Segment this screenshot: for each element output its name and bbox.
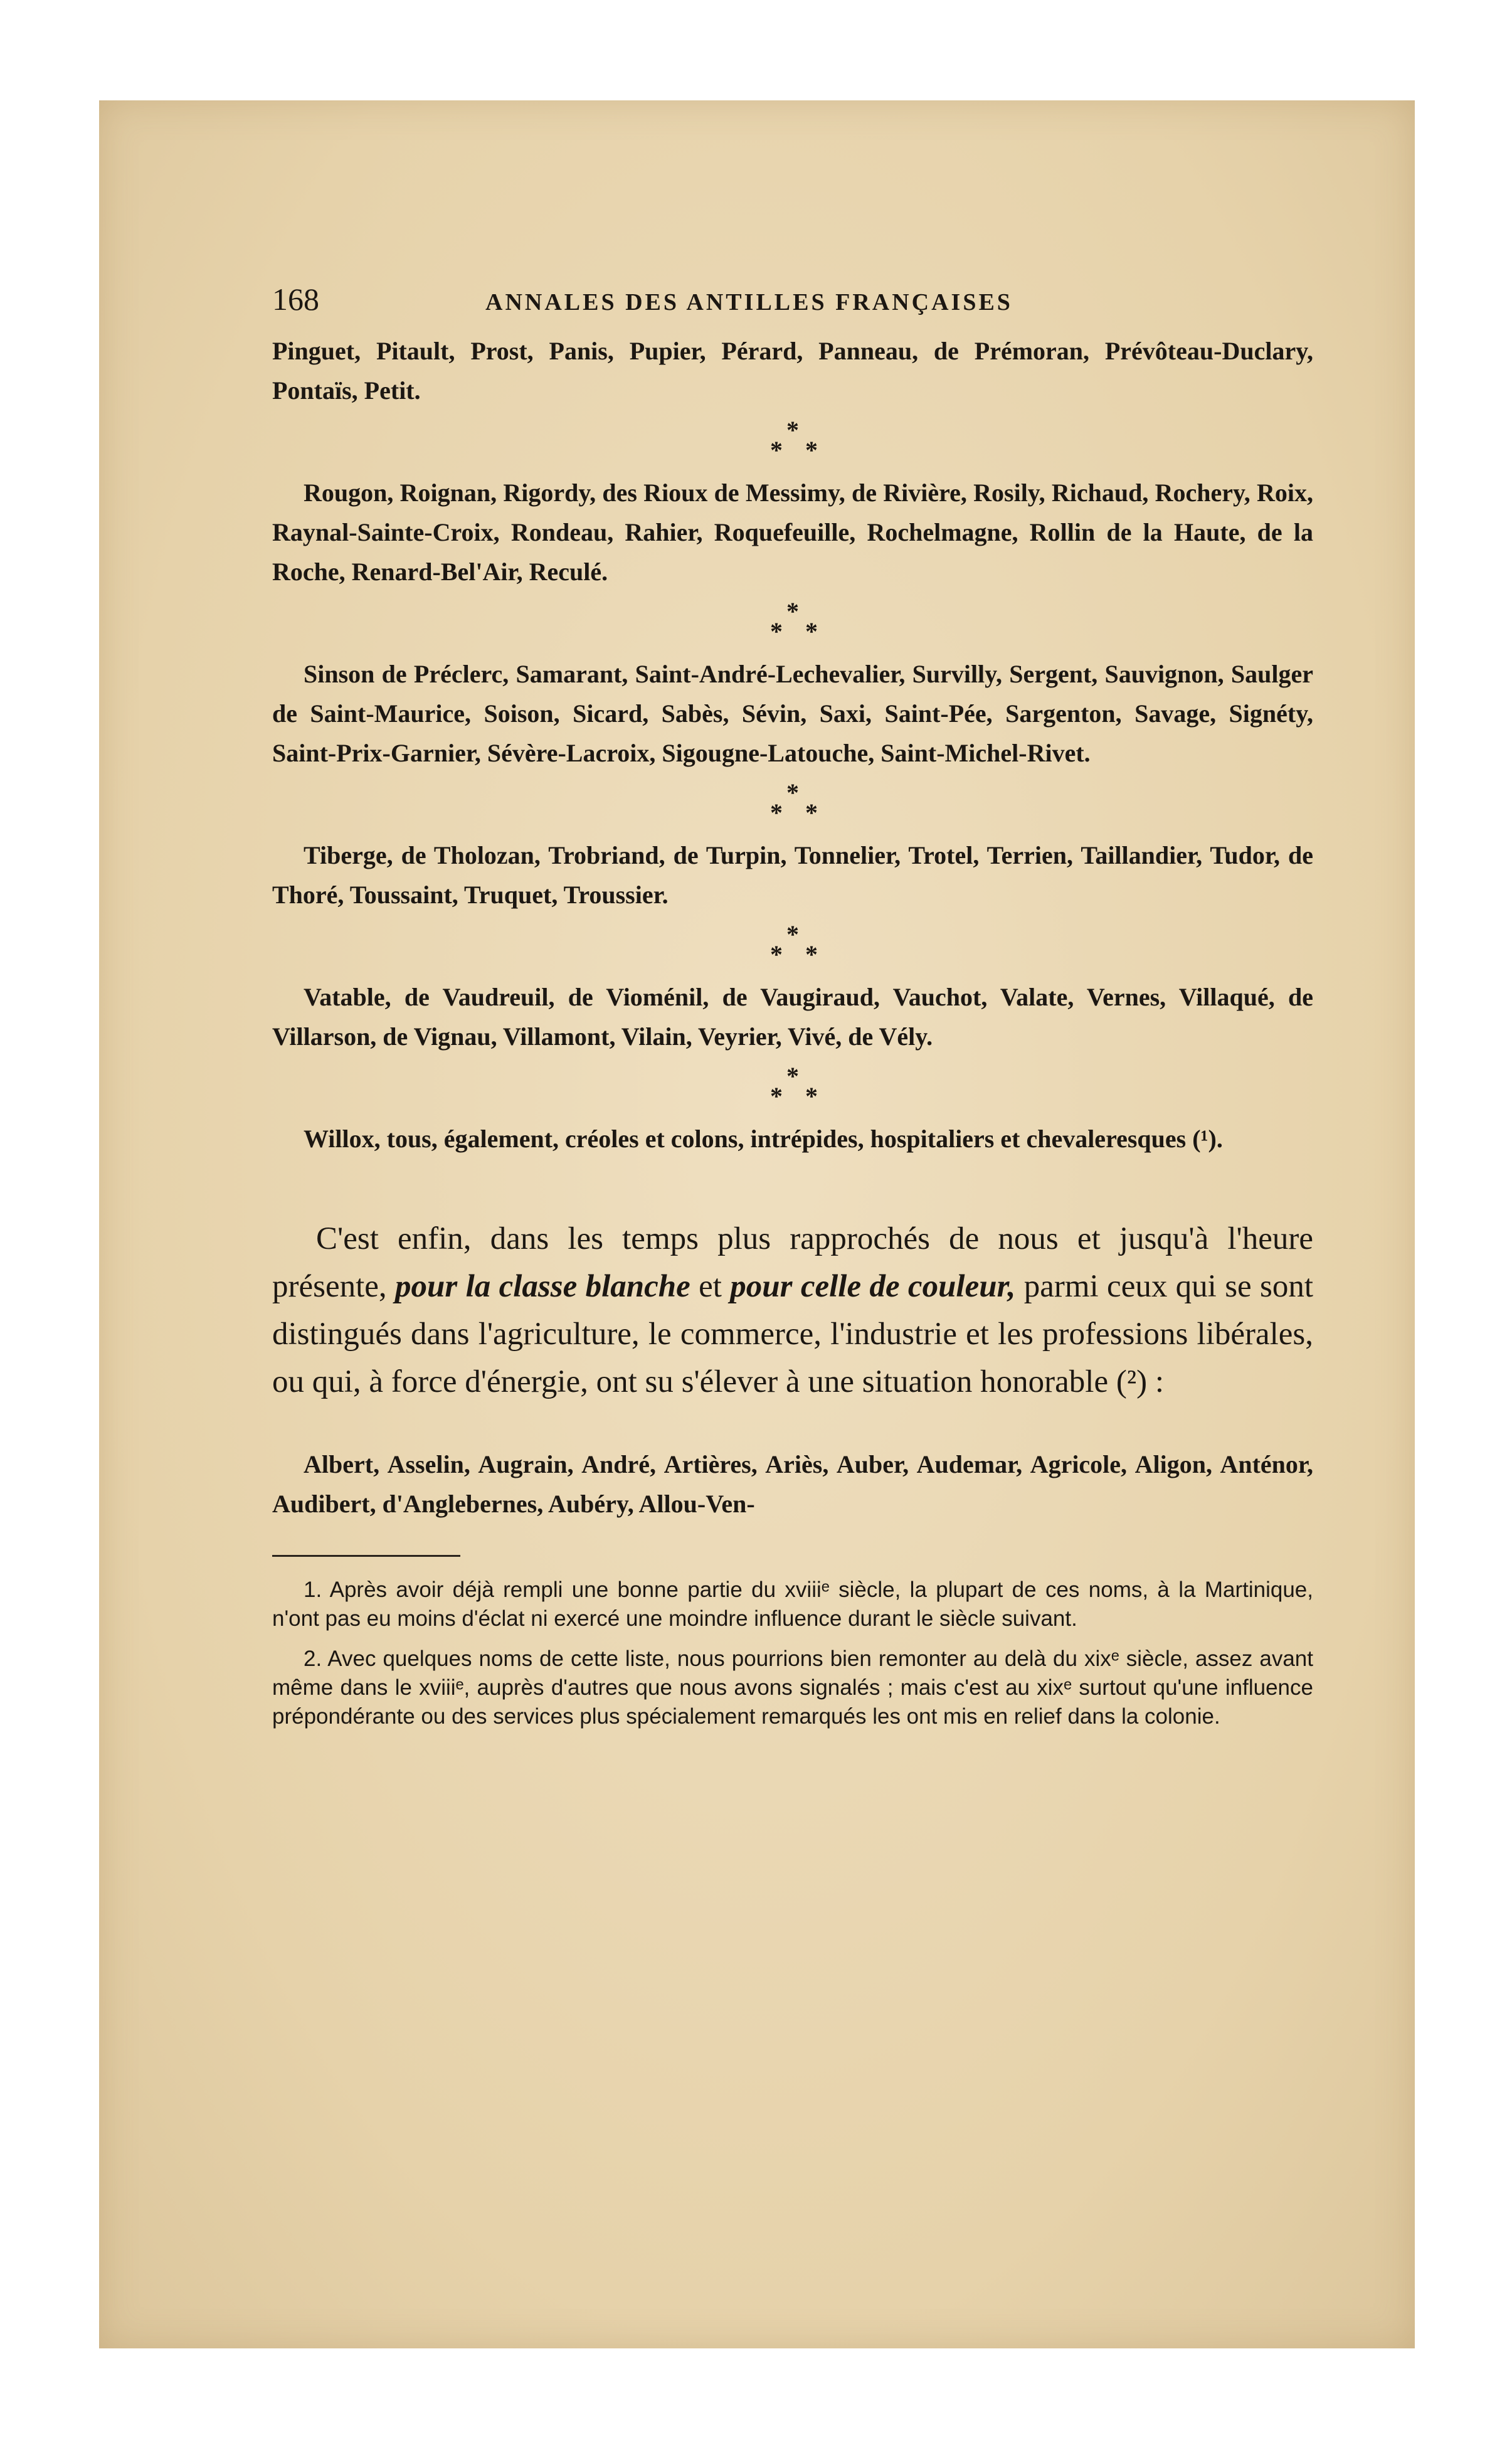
- name-list-v: Vatable, de Vaudreuil, de Vioménil, de Vaugiraud, Vauchot, Valate, Vernes, Villaqué, de Villarson, de Vignau, Villamont, Vilain, Veyrier, Vivé, de Vély.: [272, 983, 1313, 1051]
- asterism-separator: * * *: [770, 920, 818, 968]
- footnote-2: 2. Avec quelques noms de cette liste, nous pourrions bien remonter au delà du xixᵉ siècle, assez avant même dans le xviiiᵉ, auprès d'autres que nous avons signalés ; mais c'est au xixᵉ surtout qu'une influence prépondérante ou des services plus spécialement remarqués les ont mis en relief dans la colonie.: [272, 1647, 1313, 1729]
- asterism-separator: * * *: [770, 1062, 818, 1110]
- name-list-a: Albert, Asselin, Augrain, André, Artières, Ariès, Auber, Audemar, Agricole, Aligon, Anténor, Audibert, d'Anglebernes, Aubéry, Allou-Ven-: [272, 1450, 1313, 1518]
- page-content: [272, 281, 1313, 1742]
- emphasis-white-class: pour la classe blanche: [395, 1269, 690, 1304]
- page-number: 168: [272, 282, 319, 317]
- footnote-rule: [272, 1555, 460, 1557]
- name-list-t: Tiberge, de Tholozan, Trobriand, de Turpin, Tonnelier, Trotel, Terrien, Taillandier, Tudor, de Thoré, Toussaint, Truquet, Troussier.: [272, 841, 1313, 909]
- page-header: [272, 281, 1313, 331]
- name-list-r: Rougon, Roignan, Rigordy, des Rioux de Messimy, de Rivière, Rosily, Richaud, Rochery, Roix, Raynal-Sainte-Croix, Rondeau, Rahier, Roquefeuille, Rochelmagne, Rollin de la Haute, de la Roche, Renard-Bel'Air, Reculé.: [272, 479, 1313, 586]
- asterism-separator: * * *: [770, 778, 818, 827]
- name-list-w: Willox, tous, également, créoles et colons, intrépides, hospitaliers et chevaleresques (¹).: [304, 1125, 1223, 1153]
- asterism-separator: * * *: [770, 597, 818, 645]
- emphasis-colored-class: pour celle de couleur,: [730, 1269, 1016, 1304]
- running-title: ANNALES DES ANTILLES FRANÇAISES: [485, 289, 1013, 316]
- footnote-1: 1. Après avoir déjà rempli une bonne partie du xviiiᵉ siècle, la plupart de ces noms, à la Martinique, n'ont pas eu moins d'éclat ni exercé une moindre influence durant le siècle suivant.: [272, 1578, 1313, 1631]
- intro-paragraph: C'est enfin, dans les temps plus rapprochés de nous et jusqu'à l'heure présente, pour la classe blanche et pour celle de couleur, parmi ceux qui se sont distingués dans l'agriculture, le commerce, l'industrie et les professions libérales, ou qui, à force d'énergie, ont su s'élever à une situation honorable (²) :: [272, 1221, 1314, 1399]
- name-list-p: Pinguet, Pitault, Prost, Panis, Pupier, Pérard, Panneau, de Prémoran, Prévôteau-Duclary, Pontaïs, Petit.: [272, 337, 1313, 405]
- asterism-separator: * * *: [770, 416, 818, 464]
- name-list-s: Sinson de Préclerc, Samarant, Saint-André-Lechevalier, Survilly, Sergent, Sauvignon, Saulger de Saint-Maurice, Soison, Sicard, Sabès, Sévin, Saxi, Saint-Pée, Sargenton, Savage, Signéty, Saint-Prix-Garnier, Sévère-Lacroix, Sigougne-Latouche, Saint-Michel-Rivet.: [272, 660, 1313, 767]
